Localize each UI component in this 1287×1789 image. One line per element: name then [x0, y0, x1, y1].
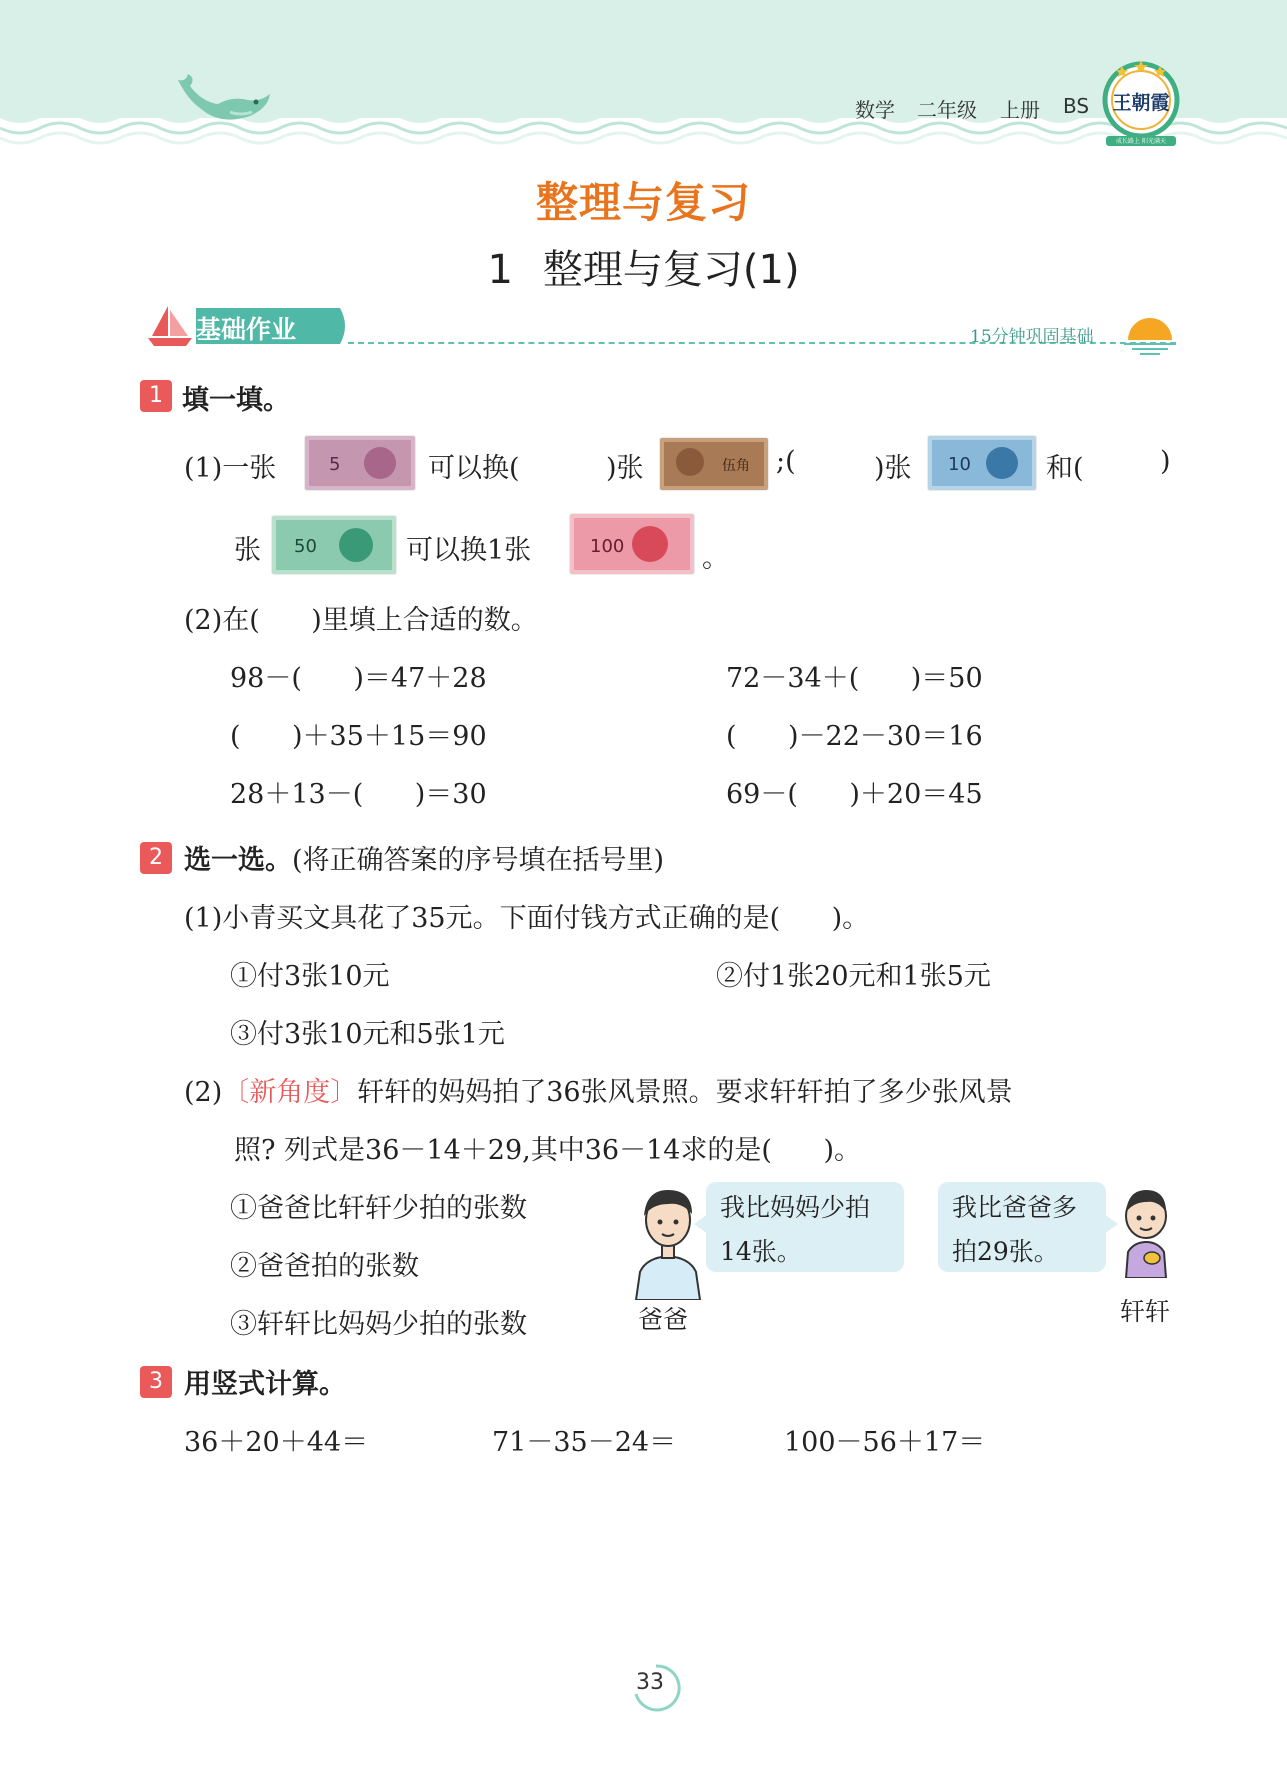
question-2-title: [184, 838, 664, 877]
page-number: 33: [636, 1670, 664, 1695]
equation: 69－( )＋20＝45: [726, 779, 983, 810]
q2-p2-stem-2: 照? 列式是36－14＋29,其中36－14求的是( )。: [234, 1135, 861, 1166]
dad-speech-bubble: [706, 1182, 904, 1272]
q1-p2-stem: (2)在( )里填上合适的数。: [184, 605, 538, 636]
svg-text:5: 5: [329, 454, 341, 475]
dad-bubble-tail: [694, 1214, 708, 1234]
brand-logo: [1100, 58, 1182, 148]
svg-text:10: 10: [948, 454, 971, 475]
q2-p1-option-2: ②付1张20元和1张5元: [716, 961, 991, 992]
q2-p2-option-2: ②爸爸拍的张数: [230, 1251, 419, 1282]
q2-p1-stem: (1)小青买文具花了35元。下面付钱方式正确的是( )。: [184, 903, 870, 934]
q1-p1-text-d: ;(: [776, 446, 796, 477]
lesson-number: 1: [487, 247, 513, 293]
question-2-title-note: (将正确答案的序号填在括号里): [292, 845, 665, 876]
q1-p1-text-g: ): [1160, 446, 1171, 477]
bill-5-jiao-icon: [660, 438, 768, 490]
kid-bubble-line-1: 我比爸爸多: [952, 1193, 1078, 1222]
q1-p1-text-e: )张: [874, 453, 912, 484]
q2-p1-option-3: ③付3张10元和5张1元: [230, 1019, 505, 1050]
question-3-title: 用竖式计算。: [184, 1369, 346, 1400]
section-label: 基础作业: [196, 315, 297, 344]
kid-speech-bubble: [938, 1182, 1106, 1272]
q2-p2-option-1: ①爸爸比轩轩少拍的张数: [230, 1193, 527, 1224]
question-3-number: 3: [140, 1366, 172, 1398]
bill-100-yuan-icon: [570, 514, 694, 574]
bill-50-yuan-icon: [272, 516, 396, 574]
dad-bubble-line-1: 我比妈妈少拍: [720, 1193, 871, 1222]
logo-subtext: 成长路上 阳光满天: [1106, 136, 1176, 146]
question-1-title: 填一填。: [182, 385, 290, 416]
q1-p1-text-b: 可以换(: [428, 453, 520, 484]
equation: 28＋13－( )＝30: [230, 779, 487, 810]
vertical-calc-item: 71－35－24＝: [492, 1427, 677, 1458]
q1-p1-text-c: )张: [606, 453, 644, 484]
header-grade: 二年级: [917, 98, 977, 122]
lesson-title-text: 整理与复习(1): [542, 247, 800, 293]
q1-p1-text-a: (1)一张: [184, 453, 277, 484]
bill-5-yuan-icon: [305, 436, 415, 490]
equation: ( )－22－30＝16: [726, 721, 983, 752]
bill-10-yuan-icon: [928, 436, 1036, 490]
header-edition: BS: [1063, 94, 1090, 118]
chapter-title: 整理与复习: [535, 178, 751, 227]
header-subject: 数学: [855, 98, 895, 122]
equation: ( )＋35＋15＝90: [230, 721, 487, 752]
q2-p1-option-1: ①付3张10元: [230, 961, 390, 992]
svg-text:伍角: 伍角: [722, 458, 750, 474]
q2-p2-line-1: [184, 1070, 1013, 1109]
equation: 98－( )＝47＋28: [230, 663, 487, 694]
q2-p2-stem-1: 轩轩的妈妈拍了36张风景照。要求轩轩拍了多少张风景: [357, 1077, 1013, 1108]
question-2-title-text: 选一选。: [184, 845, 292, 876]
q2-p2-prefix: (2): [184, 1077, 223, 1108]
question-2-number: 2: [140, 842, 172, 874]
xuanxuan-illustration: [1116, 1182, 1176, 1278]
vertical-calc-item: 36＋20＋44＝: [184, 1427, 369, 1458]
header-volume: 上册: [1000, 98, 1040, 122]
svg-text:50: 50: [294, 536, 317, 557]
logo-text: 王朝霞: [1112, 92, 1170, 114]
sunset-icon: [1120, 316, 1180, 356]
vertical-calc-item: 100－56＋17＝: [784, 1427, 986, 1458]
lesson-title: [0, 238, 1287, 295]
q1-p1-text-i: 可以换1张: [406, 535, 532, 566]
dad-illustration: [626, 1180, 710, 1300]
time-note: 15分钟巩固基础: [970, 327, 1094, 347]
q2-p2-option-3: ③轩轩比妈妈少拍的张数: [230, 1309, 527, 1340]
q1-p1-text-j: 。: [702, 543, 729, 574]
new-angle-tag: 〔新角度〕: [222, 1077, 358, 1108]
svg-text:100: 100: [590, 536, 625, 557]
xuanxuan-label: 轩轩: [1120, 1297, 1171, 1326]
q1-p1-text-h: 张: [234, 535, 261, 566]
whale-icon: [170, 72, 280, 132]
equation: 72－34＋( )＝50: [726, 663, 983, 694]
dad-label: 爸爸: [638, 1305, 689, 1334]
question-1-number: 1: [140, 380, 172, 412]
kid-bubble-line-2: 拍29张。: [952, 1237, 1059, 1266]
dad-bubble-line-2: 14张。: [720, 1237, 802, 1266]
q1-p1-text-f: 和(: [1046, 453, 1084, 484]
